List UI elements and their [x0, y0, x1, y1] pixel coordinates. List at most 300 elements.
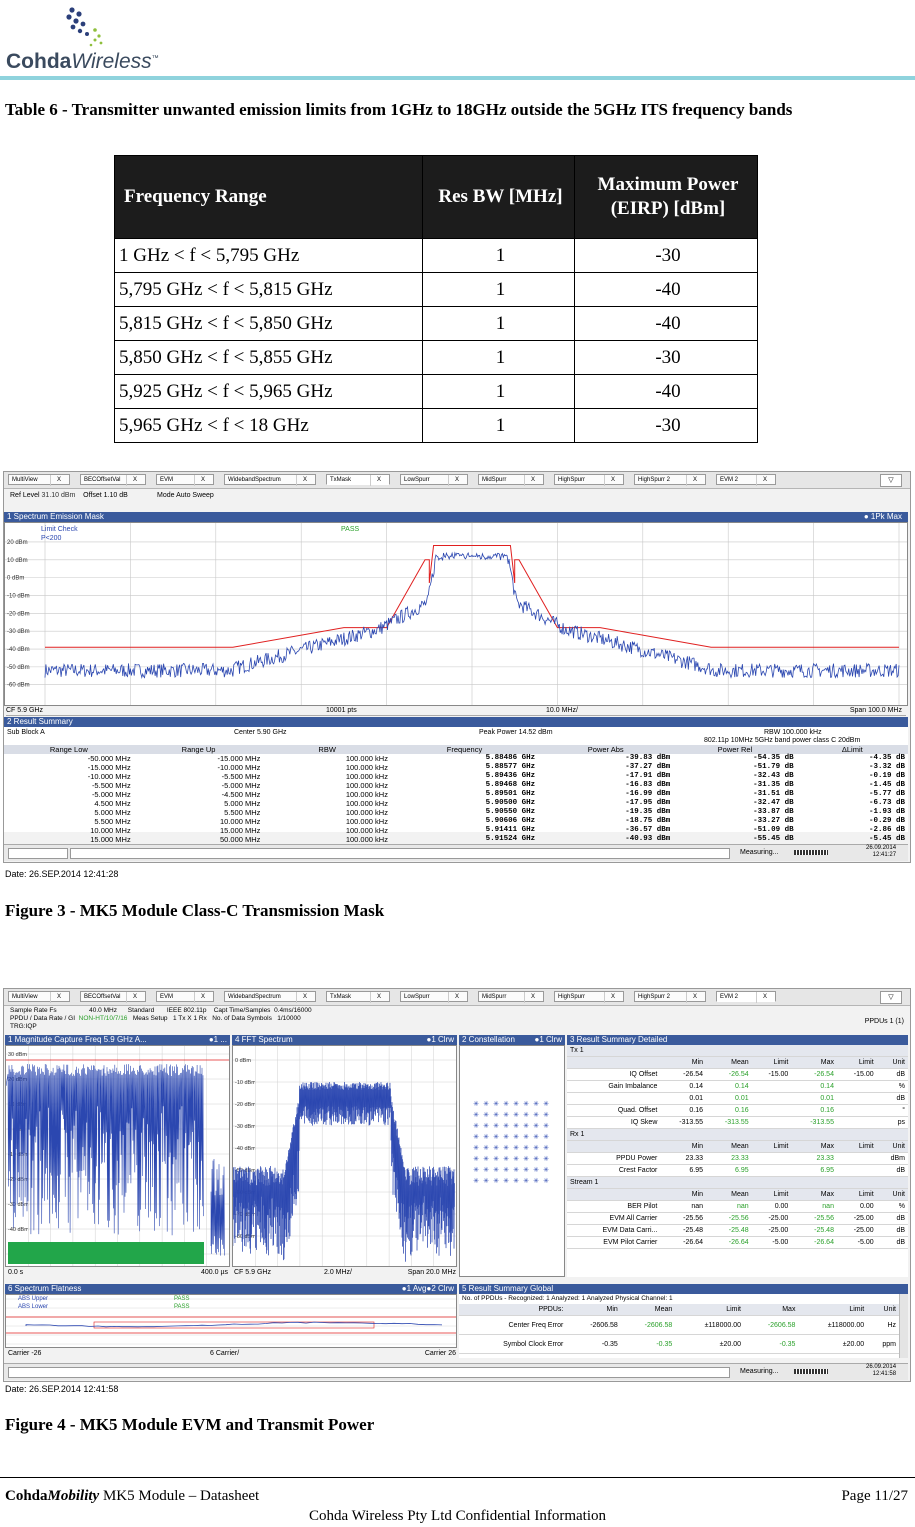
limit-check-label: Limit Check — [41, 526, 78, 533]
detailed-col-header: Max — [791, 1189, 837, 1201]
logo-dots-icon — [55, 6, 115, 50]
tab-multiview[interactable] — [8, 991, 70, 1002]
summary-cell: 100.000 kHz — [345, 835, 388, 844]
constellation-point: ✳ — [533, 1100, 539, 1108]
global-col-header: Limit — [675, 1304, 744, 1316]
burst-marker — [8, 1242, 204, 1264]
detailed-cell — [837, 1117, 877, 1129]
section-header-row — [567, 1129, 908, 1141]
summary-cell: -15.000 MHz — [87, 763, 131, 772]
close-icon[interactable]: X — [524, 992, 541, 1003]
cell-range: 5,815 GHz < f < 5,850 GHz — [115, 307, 423, 341]
detailed-cell: % — [877, 1201, 908, 1213]
close-icon[interactable]: X — [370, 475, 387, 486]
detailed-col-header: Limit — [837, 1141, 877, 1153]
detailed-cell: -26.64 — [660, 1237, 706, 1249]
summary-cell: -4.500 MHz — [221, 790, 261, 799]
close-icon[interactable]: X — [686, 475, 703, 486]
global-cell: -2606.58 — [744, 1316, 798, 1335]
constellation-point: ✳ — [493, 1133, 499, 1141]
detailed-col-header: Unit — [877, 1189, 908, 1201]
close-icon[interactable]: X — [686, 992, 703, 1003]
setup-readout: Sample Rate Fs 40.0 MHz Standard IEEE 802.11p Capt Time/Samples 0.4ms/16000 PPDU / Data Rate / GI NON-HT/10/7/16 Meas Setup 1 Tx X 1 Rx No. of Data Symbols 1/10000 TRG:IQP — [10, 1007, 312, 1030]
detailed-cell — [752, 1117, 792, 1129]
footer-confidential: Cohda Wireless Pty Ltd Confidential Information — [309, 1508, 606, 1524]
constellation-point: ✳ — [473, 1100, 479, 1108]
footer-product: CohdaMobility MK5 Module – Datasheet — [5, 1488, 260, 1504]
detailed-col-header: Max — [791, 1057, 837, 1069]
tab-dropdown-icon[interactable]: ▽ — [880, 474, 902, 487]
detailed-row — [567, 1069, 908, 1081]
close-icon[interactable]: X — [604, 992, 621, 1003]
tab-widebandspectrum[interactable] — [224, 474, 316, 485]
date-time: 26.09.2014 12:41:27 — [866, 845, 897, 858]
detailed-cell: EVM Pilot Carrier — [567, 1237, 660, 1249]
tab-highspurr[interactable] — [554, 474, 624, 485]
constellation-title: 2 Constellation ●1 Clrw — [459, 1035, 565, 1045]
header-frequency-range: Frequency Range — [115, 156, 423, 239]
summary-cell: 5.89501 GHz — [485, 790, 536, 798]
detailed-cell: 0.00 — [752, 1201, 792, 1213]
summary-cell: 15.000 MHz — [90, 835, 131, 844]
date-stamp: Date: 26.SEP.2014 12:41:28 — [5, 869, 119, 879]
summary-cell: 10.000 MHz — [90, 826, 131, 835]
tab-evm-2[interactable] — [716, 991, 776, 1002]
summary-cell: -10.000 MHz — [87, 772, 131, 781]
result-summary-title: 2 Result Summary — [4, 717, 908, 727]
detailed-header-row — [567, 1189, 908, 1201]
constellation-point: ✳ — [483, 1111, 489, 1119]
summary-cell: 100.000 kHz — [345, 817, 388, 826]
constellation-point: ✳ — [503, 1155, 509, 1163]
detailed-cell: 0.16 — [791, 1105, 837, 1117]
detailed-cell: -25.00 — [837, 1225, 877, 1237]
summary-row — [4, 799, 908, 808]
tab-label: HighSpurr — [558, 477, 586, 483]
tab-txmask[interactable] — [326, 474, 390, 485]
detailed-col-header: Mean — [706, 1189, 752, 1201]
detailed-cell — [752, 1105, 792, 1117]
detailed-cell: Gain Imbalance — [567, 1081, 660, 1093]
detailed-col-header: Unit — [877, 1057, 908, 1069]
result-detailed-table — [567, 1045, 908, 1249]
section-label: Stream 1 — [567, 1177, 908, 1189]
magnitude-capture-chart — [6, 1046, 229, 1266]
detailed-cell: -25.56 — [706, 1213, 752, 1225]
tab-multiview[interactable] — [8, 474, 70, 485]
close-icon[interactable]: X — [756, 475, 773, 486]
global-cell: ±20.00 — [675, 1335, 744, 1354]
tab-label: EVM — [160, 994, 174, 1000]
spectrum-flatness-plot — [5, 1294, 457, 1348]
spectrum-flatness-chart — [6, 1295, 456, 1347]
summary-cell: 100.000 kHz — [345, 790, 388, 799]
constellation-point: ✳ — [493, 1166, 499, 1174]
summary-cell: -33.87 dB — [753, 808, 794, 816]
constellation-point: ✳ — [533, 1122, 539, 1130]
summary-col-header: Range Up — [181, 745, 216, 754]
constellation-point: ✳ — [493, 1144, 499, 1152]
tab-evm-2[interactable] — [716, 474, 776, 485]
tab-evm[interactable] — [156, 474, 214, 485]
cell-range: 5,795 GHz < f < 5,815 GHz — [115, 273, 423, 307]
constellation-point: ✳ — [523, 1133, 529, 1141]
tab-label: EVM 2 — [720, 994, 739, 1000]
detailed-cell: -5.00 — [752, 1237, 792, 1249]
summary-cell: -31.51 dB — [753, 790, 794, 798]
spectrum-mask-plot — [4, 522, 908, 706]
detailed-row — [567, 1237, 908, 1249]
tab-becoffsetval[interactable] — [80, 991, 146, 1002]
magnitude-trace — [6, 1064, 203, 1235]
cell-resbw: 1 — [423, 341, 575, 375]
global-cell: -0.35 — [744, 1335, 798, 1354]
detailed-cell: -5.00 — [837, 1237, 877, 1249]
summary-cell: -32.43 dB — [753, 772, 794, 780]
summary-cell: -51.09 dB — [753, 826, 794, 834]
constellation-point: ✳ — [523, 1100, 529, 1108]
tab-lowspurr[interactable] — [400, 474, 468, 485]
constellation-point: ✳ — [483, 1122, 489, 1130]
summary-cell: 5.91524 GHz — [485, 835, 536, 843]
detailed-header-row — [567, 1057, 908, 1069]
global-col-header: Min — [566, 1304, 620, 1316]
close-icon[interactable]: X — [448, 992, 465, 1003]
detailed-cell: nan — [660, 1201, 706, 1213]
tab-label: HighSpurr 2 — [638, 477, 671, 483]
summary-row — [4, 763, 908, 772]
global-cell: ±20.00 — [798, 1335, 867, 1354]
summary-cell: 100.000 kHz — [345, 799, 388, 808]
limit-p-label: P<200 — [41, 535, 62, 542]
figure3-caption: Figure 3 - MK5 Module Class-C Transmission Mask — [5, 901, 385, 920]
tab-midspurr[interactable] — [478, 991, 544, 1002]
summary-cell: -10.000 MHz — [217, 763, 261, 772]
footer-page-number: Page 11/27 — [841, 1488, 908, 1504]
detailed-cell: -313.55 — [706, 1117, 752, 1129]
detailed-cell: Crest Factor — [567, 1165, 660, 1177]
header-rule — [0, 76, 915, 80]
detailed-col-header — [567, 1057, 660, 1069]
detailed-cell: -26.54 — [791, 1069, 837, 1081]
y-tick-label: -40 dBm — [235, 1146, 256, 1152]
detailed-col-header: Min — [660, 1141, 706, 1153]
summary-row — [4, 754, 908, 763]
constellation-point: ✳ — [503, 1177, 509, 1185]
measuring-status: Measuring... — [740, 1368, 779, 1375]
summary-cell: -5.000 MHz — [91, 790, 131, 799]
detailed-row — [567, 1165, 908, 1177]
detailed-cell — [837, 1105, 877, 1117]
tab-label: LowSpurr — [404, 477, 430, 483]
tab-label: EVM — [160, 477, 174, 483]
detailed-cell: -313.55 — [660, 1117, 706, 1129]
table-row — [115, 341, 758, 375]
summary-cell: -51.79 dB — [753, 763, 794, 771]
detailed-cell: dB — [877, 1237, 908, 1249]
constellation-point: ✳ — [473, 1177, 479, 1185]
close-icon[interactable]: X — [756, 992, 773, 1003]
constellation-point: ✳ — [513, 1166, 519, 1174]
mask-x-axis-readout: CF 5.9 GHz 10001 pts 10.0 MHz/ Span 100.0 MHz — [6, 706, 906, 716]
logo-wordmark: CohdaWireless™ — [6, 50, 159, 73]
tab-midspurr[interactable] — [478, 474, 544, 485]
tab-highspurr-2[interactable] — [634, 474, 706, 485]
summary-cell: -5.45 dB — [868, 835, 905, 843]
result-summary-detailed-panel — [567, 1045, 908, 1277]
cell-resbw: 1 — [423, 409, 575, 443]
tab-label: WidebandSpectrum — [228, 994, 281, 1000]
abs-lower-label: ABS Lower — [18, 1304, 49, 1310]
tab-label: HighSpurr 2 — [638, 994, 671, 1000]
close-icon[interactable]: X — [126, 475, 143, 486]
constellation-point: ✳ — [473, 1144, 479, 1152]
detailed-cell: ps — [877, 1117, 908, 1129]
constellation-point: ✳ — [473, 1133, 479, 1141]
cell-resbw: 1 — [423, 239, 575, 273]
summary-cell: -15.000 MHz — [217, 754, 261, 763]
result-summary-panel — [4, 727, 908, 844]
detailed-cell — [752, 1081, 792, 1093]
tab-label: MultiView — [12, 994, 38, 1000]
tab-label: HighSpurr — [558, 994, 586, 1000]
detailed-col-header: Min — [660, 1057, 706, 1069]
trace-marker: ● 1Pk Max — [863, 512, 902, 521]
tab-evm[interactable] — [156, 991, 214, 1002]
y-tick-label: -30 dBm — [8, 1202, 29, 1208]
constellation-point: ✳ — [533, 1133, 539, 1141]
summary-cell: -37.27 dBm — [625, 763, 671, 771]
close-icon[interactable]: X — [604, 475, 621, 486]
constellation-point: ✳ — [533, 1177, 539, 1185]
y-tick-label: -30 dBm — [7, 629, 30, 636]
constellation-point: ✳ — [483, 1144, 489, 1152]
summary-col-header: ΔLimit — [841, 745, 863, 754]
constellation-point: ✳ — [483, 1166, 489, 1174]
global-cell: -0.35 — [621, 1335, 675, 1354]
table-caption: Table 6 - Transmitter unwanted emission limits from 1GHz to 18GHz outside the 5GHz ITS frequency bands — [5, 100, 793, 119]
detailed-col-header: Limit — [837, 1057, 877, 1069]
constellation-point: ✳ — [503, 1133, 509, 1141]
summary-cell: -3.32 dB — [868, 763, 905, 771]
constellation-point: ✳ — [513, 1155, 519, 1163]
header-res-bw: Res BW [MHz] — [423, 156, 575, 239]
close-icon[interactable]: X — [126, 992, 143, 1003]
detailed-cell — [752, 1093, 792, 1105]
detailed-col-header — [567, 1141, 660, 1153]
constellation-point: ✳ — [533, 1155, 539, 1163]
tab-txmask[interactable] — [326, 991, 390, 1002]
detailed-row — [567, 1213, 908, 1225]
constellation-point: ✳ — [523, 1111, 529, 1119]
global-col-header: Max — [744, 1304, 798, 1316]
detailed-cell: dB — [877, 1165, 908, 1177]
close-icon[interactable]: X — [296, 992, 313, 1003]
detailed-col-header: Mean — [706, 1141, 752, 1153]
global-cell: ppm — [867, 1335, 899, 1354]
constellation-point: ✳ — [493, 1122, 499, 1130]
summary-cell: 5.90500 GHz — [485, 799, 536, 807]
fft-spectrum-chart — [233, 1046, 456, 1266]
close-icon[interactable]: X — [448, 475, 465, 486]
detailed-row — [567, 1201, 908, 1213]
footer-rule — [0, 1477, 915, 1478]
tab-label: LowSpurr — [404, 994, 430, 1000]
global-col-header: Limit — [798, 1304, 867, 1316]
cell-power: -40 — [575, 307, 758, 341]
tab-lowspurr[interactable] — [400, 991, 468, 1002]
summary-cell: 100.000 kHz — [345, 772, 388, 781]
summary-row — [4, 835, 908, 844]
summary-row — [4, 826, 908, 835]
detailed-row — [567, 1153, 908, 1165]
constellation-point: ✳ — [503, 1144, 509, 1152]
tab-widebandspectrum[interactable] — [224, 991, 316, 1002]
close-icon[interactable]: X — [524, 475, 541, 486]
pass-label: PASS — [341, 526, 360, 533]
status-bar — [4, 844, 908, 861]
cell-power: -40 — [575, 375, 758, 409]
y-tick-label: 20 dBm — [7, 539, 28, 546]
constellation-point: ✳ — [483, 1155, 489, 1163]
constellation-point: ✳ — [473, 1122, 479, 1130]
table-row — [115, 273, 758, 307]
summary-col-header: Power Rel — [717, 745, 753, 754]
fft-spectrum-plot — [232, 1045, 457, 1267]
close-icon[interactable]: X — [296, 475, 313, 486]
pass-label: PASS — [174, 1296, 190, 1302]
global-cell: Hz — [867, 1316, 899, 1335]
result-global-table — [459, 1304, 899, 1354]
close-icon[interactable]: X — [194, 475, 211, 486]
constellation-point: ✳ — [523, 1144, 529, 1152]
constellation-point: ✳ — [543, 1122, 549, 1130]
global-row — [459, 1335, 899, 1354]
cell-range: 1 GHz < f < 5,795 GHz — [115, 239, 423, 273]
summary-cell: 5.000 MHz — [224, 799, 261, 808]
detailed-cell: dB — [877, 1069, 908, 1081]
summary-cell: 5.88577 GHz — [485, 763, 536, 771]
spectrum-mask-title: 1 Spectrum Emission Mask ● 1Pk Max — [4, 512, 908, 522]
summary-cell: -5.500 MHz — [221, 772, 261, 781]
constellation-point: ✳ — [543, 1166, 549, 1174]
tab-bar — [4, 989, 910, 1006]
detailed-row — [567, 1117, 908, 1129]
summary-cell: -33.27 dB — [753, 817, 794, 825]
summary-cell: 15.000 MHz — [219, 826, 261, 835]
detailed-cell: dB — [877, 1213, 908, 1225]
constellation-point: ✳ — [543, 1177, 549, 1185]
summary-col-header: Range Low — [49, 745, 88, 754]
detailed-cell: 23.33 — [660, 1153, 706, 1165]
detailed-cell: -25.56 — [660, 1213, 706, 1225]
constellation-chart — [460, 1046, 564, 1276]
status-field — [8, 848, 68, 859]
summary-cell: 5.500 MHz — [94, 817, 131, 826]
detailed-row — [567, 1105, 908, 1117]
summary-cell: -50.000 MHz — [87, 754, 131, 763]
detailed-cell: 6.95 — [791, 1165, 837, 1177]
detailed-cell: -26.64 — [791, 1237, 837, 1249]
date-stamp: Date: 26.SEP.2014 12:41:58 — [5, 1384, 119, 1394]
progress-bar — [794, 850, 828, 855]
date-time: 26.09.2014 12:41:58 — [866, 1364, 897, 1377]
detailed-cell: 23.33 — [706, 1153, 752, 1165]
summary-cell: -5.500 MHz — [91, 781, 131, 790]
detailed-cell: dB — [877, 1093, 908, 1105]
measuring-status: Measuring... — [740, 849, 779, 856]
tab-highspurr-2[interactable] — [634, 991, 706, 1002]
detailed-cell: -25.00 — [752, 1213, 792, 1225]
summary-cell: -54.35 dB — [753, 754, 794, 762]
scrollbar[interactable] — [899, 1294, 908, 1358]
summary-cell: 10.000 MHz — [219, 817, 261, 826]
constellation-point: ✳ — [513, 1100, 519, 1108]
tab-highspurr[interactable] — [554, 991, 624, 1002]
close-icon[interactable]: X — [370, 992, 387, 1003]
summary-header-row — [4, 745, 908, 754]
close-icon[interactable]: X — [194, 992, 211, 1003]
section-header-row — [567, 1177, 908, 1189]
global-row — [459, 1316, 899, 1335]
global-cell: ±118000.00 — [798, 1316, 867, 1335]
global-col-header: Unit — [867, 1304, 899, 1316]
summary-cell: 100.000 kHz — [345, 781, 388, 790]
y-tick-label: -20 dBm — [8, 1177, 29, 1183]
y-tick-label: 10 dBm — [8, 1102, 27, 1108]
close-icon[interactable]: X — [50, 475, 67, 486]
summary-cell: -17.95 dBm — [625, 799, 671, 807]
constellation-point: ✳ — [473, 1155, 479, 1163]
summary-cell: -16.83 dBm — [625, 781, 671, 789]
tab-label: BECOffsetVal — [84, 994, 121, 1000]
cell-power: -30 — [575, 341, 758, 375]
detailed-cell: nan — [706, 1201, 752, 1213]
detailed-cell: 0.01 — [660, 1093, 706, 1105]
detailed-col-header: Limit — [752, 1189, 792, 1201]
progress-bar — [794, 1369, 828, 1374]
tab-becoffsetval[interactable] — [80, 474, 146, 485]
subblock-label: Sub Block A — [7, 729, 45, 736]
detailed-cell: -313.55 — [791, 1117, 837, 1129]
summary-cell: -4.35 dB — [868, 754, 905, 762]
summary-cell: 5.89436 GHz — [485, 772, 536, 780]
close-icon[interactable]: X — [50, 992, 67, 1003]
detailed-cell: BER Pilot — [567, 1201, 660, 1213]
detailed-cell: PPDU Power — [567, 1153, 660, 1165]
spectrum-flatness-title: 6 Spectrum Flatness ●1 Avg●2 Clrw — [5, 1284, 457, 1294]
y-tick-label: 20 dBm — [8, 1077, 27, 1083]
cell-range: 5,850 GHz < f < 5,855 GHz — [115, 341, 423, 375]
detailed-cell: -25.48 — [706, 1225, 752, 1237]
summary-cell: 5.500 MHz — [224, 808, 261, 817]
detailed-cell: -25.00 — [752, 1225, 792, 1237]
tab-dropdown-icon[interactable]: ▽ — [880, 991, 902, 1004]
y-tick-label: -70 dBm — [235, 1212, 256, 1218]
header-max-power: Maximum Power (EIRP) [dBm] — [575, 156, 758, 239]
detailed-cell: EVM Data Carri... — [567, 1225, 660, 1237]
flatness-x-axis: Carrier -26 6 Carrier/ Carrier 26 — [8, 1350, 456, 1357]
constellation-point: ✳ — [543, 1144, 549, 1152]
result-summary-global-title: 5 Result Summary Global — [459, 1284, 908, 1294]
detailed-row — [567, 1093, 908, 1105]
detailed-row — [567, 1225, 908, 1237]
pass-label: PASS — [174, 1304, 190, 1310]
detailed-cell: 0.16 — [660, 1105, 706, 1117]
detailed-cell: Quad. Offset — [567, 1105, 660, 1117]
constellation-point: ✳ — [543, 1133, 549, 1141]
summary-cell: -39.83 dBm — [625, 754, 671, 762]
